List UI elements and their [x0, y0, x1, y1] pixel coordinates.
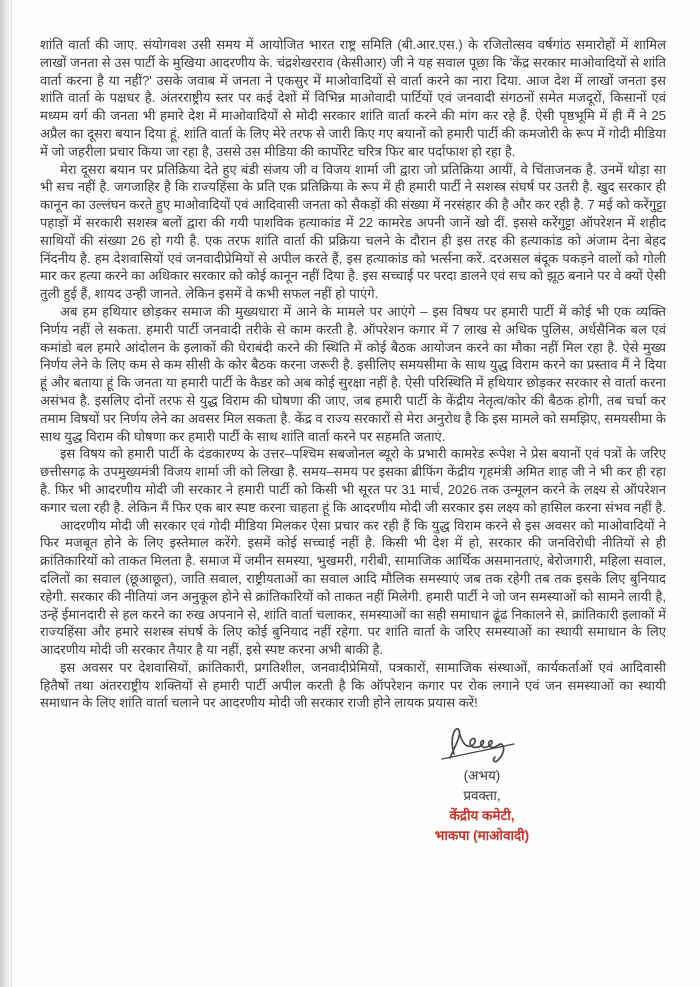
scan-edge-shadow — [0, 0, 12, 987]
signature-block — [372, 722, 592, 846]
signatory-org-committee: केंद्रीय कमेटी, — [449, 808, 515, 824]
paragraph: आदरणीय मोदी जी सरकार एवं गोदी मीडिया मिलकर ऐसा प्रचार कर रही हैं कि युद्ध विराम करने से इस अवसर को माओवादियों ने फिर मजबूत होने के लिए इस्तेमाल करेंगे. इसमें कोई सच्चाई नहीं है. किसी भी देश में हो, सरकार की जनविरोधी नीतियों से ही क्रांतिकारियों को ताकत मिलता है. समाज में जमीन समस्या, भुखमरी, गरीबी, सामाजिक आर्थिक असमानताएं, बेरोजगारी, महिला सवाल, दलितों का सवाल (छूआछूत), जाति सवाल, राष्ट्रीयताओं का सवाल आदि मौलिक समस्याएं जब तक रहेगी तब तक इसके लिए बुनियाद रहेगी. सरकार की नीतियां जन अनुकूल होने से क्रांतिकारियों को ताकत नहीं मिलेगी. हमारी पार्टी ने जो जन समस्याओं को सामने लायी है, उन्हें ईमानदारी से हल करने का रुख अपनाने से, शांति वार्ता चलाकर, समस्याओं का सही समाधान ढूंढ निकालने से, क्रांतिकारी इलाकों में राज्यहिंसा और हमारे सशस्त्र संघर्ष के लिए कोई बुनियाद नहीं रहेगा. पर शांति वार्ता के जरिए समस्याओं का स्थायी समाधान के लिए आदरणीय मोदी जी सरकार तैयार है या नहीं, इसे स्पष्ट करना अभी बाकी है. — [40, 517, 666, 658]
handwritten-signature-abhay — [436, 722, 528, 764]
signatory-role: प्रवक्ता, — [463, 788, 501, 804]
paragraph: अब हम हथियार छोड़कर समाज की मुख्यधारा में आने के मामले पर आएंगे – इस विषय पर हमारी पार्टी में कोई भी एक व्यक्ति निर्णय नहीं ले सकता. हमारी पार्टी जनवादी तरीके से काम करती है. ऑपरेशन कगार में 7 लाख से अधिक पुलिस, अर्धसैनिक बल एवं कमांडो बल हमारे आंदोलन के इलाकों की घेराबंदी करने की स्थिति में कोई बैठक आयोजन करने का मौका नहीं मिल रहा है. ऐसे मुख्य निर्णय लेने के लिए कम से कम सीसी के कोर बैठक करना जरूरी है. इसीलिए समयसीमा के साथ युद्ध विराम करने का प्रस्ताव मैं ने दिया हूं और बताया हूं कि जनता या हमारी पार्टी के कैडर को अब कोई सुरक्षा नहीं है. ऐसी परिस्थिति में हथियार छोड़कर सरकार से वार्ता करना असंभव है. इसलिए दोनों तरफ से युद्ध विराम की घोषणा की जाए, जब हमारी पार्टी के केंद्रीय नेतृत्व/कोर की बैठक होगी, तब चर्चा कर तमाम विषयों पर निर्णय लेने का अवसर मिल सकता है. केंद्र व राज्य सरकारों से मेरा अनुरोध है कि इस मामले को समझिए, समयसीमा के साथ युद्ध विराम की घोषणा कर हमारी पार्टी के साथ शांति वार्ता करने पर सहमति जताएं. — [40, 303, 666, 444]
signatory-org-party: भाकपा (माओवादी) — [434, 828, 530, 844]
paragraph: मेरा दूसरा बयान पर प्रतिक्रिया देते हुए बंडी संजय जी व विजय शार्मा जी द्वारा जो प्रतिक्रिया आयीं, वे चिंताजनक है. उनमें थोड़ा सा भी सच नहीं है. जगजाहिर है कि राज्यहिंसा के प्रति एक प्रतिक्रिया के रूप में ही हमारी पार्टी ने सशस्त्र संघर्ष पर उतरी है. खुद सरकार ही कानून का उल्लंघन करते हुए माओवादियों एवं आदिवासी जनता को सैकड़ों की संख्या में नरसंहार की है और कर रही है. 7 मई को करेंगुट्टा पहाड़ों में सरकारी सशस्त्र बलों द्वारा की गयी पाशविक हत्याकांड में 22 कामरेड अपनी जानें खो दीं. इससे करेंगुट्टा ऑपरेशन में शहीद साथियों की संख्या 26 हो गयी है. एक तरफ शांति वार्ता की प्रक्रिया चलने के दौरान ही इस तरह की हत्याकांड को अंजाम देना बेहद निंदनीय है. हम देशवासियों एवं जनवादीप्रेमियों से अपील करते हैं, इस हत्याकांड को भर्त्सना करें. दरअसल बंदूक पकड़ने वालों को गोली मार कर हत्या करने का अधिकार सरकार को कोई कानून नहीं दिया है. इस सच्चाई पर परदा डालने एवं सच को झूठ बनाने पर वे क्यों ऐसी तुली हुई हैं, शायद उन्ही जानते. लेकिन इसमें वे कभी सफल नहीं हो पाएंगे. — [40, 161, 666, 302]
signatory-name: (अभय) — [463, 768, 501, 784]
statement-body — [40, 36, 666, 846]
paragraph: शांति वार्ता की जाए. संयोगवश उसी समय में आयोजित भारत राष्ट्र समिति (बी.आर.एस.) के रजितोत्सव वर्षगांठ समारोहों में शामिल लाखों जनता से उस पार्टी के मुखिया आदरणीय के. चंद्रशेखरराव (केसीआर) जी ने यह सवाल पूछा कि 'केंद्र सरकार माओवादियों से शांति वार्ता करना है या नहीं?' उसके जवाब में जनता ने एकसुर में माओवादियों से वार्ता करने का नारा दिया. आज देश में लाखों जनता इस शांति वार्ता के पक्षधर है. अंतरराष्ट्रीय स्तर पर कई देशों में विभिन्न माओवादी पार्टियों एवं जनवादी संगठनों समेत मजदूरों, किसानों एवं मध्यम वर्ग की जनता भी हमारे देश में माओवादियों से मोदी सरकार शांति वार्ता करने की मांग कर रहे हैं. ऐसी पृष्ठभूमि में ही मैं ने 25 अप्रैल का दूसरा बयान दिया हूं. शांति वार्ता के लिए मेरे तरफ से जारी किए गए बयानों को हमारी पार्टी की कमजोरी के रूप में गोदी मीडिया में जो जहरीला प्रचार किया जा रहा है, उससे उस मीडिया की कार्पोरेट चरित्र फिर बार पर्दाफाश हो रहा है. — [40, 37, 666, 159]
paragraph: इस अवसर पर देशवासियों, क्रांतिकारी, प्रगतिशील, जनवादीप्रेमियों, पत्रकारों, सामाजिक संस्थाओं, कार्यकर्ताओं एवं आदिवासी हितैषों तथा अंतरराष्ट्रीय शक्तियों से हमारी पार्टी अपील करती है कि ऑपरेशन कगार पर रोक लगाने एवं जन समस्याओं का स्थायी समाधान के लिए शांति वार्ता चलाने पर आदरणीय मोदी जी सरकार राजी होने लायक प्रयास करें! — [40, 659, 666, 711]
paragraph: इस विषय को हमारी पार्टी के दंडकारण्य के उत्तर–पश्चिम सबजोनल ब्यूरो के प्रभारी कामरेड रूपेश ने प्रेस बयानों एवं पत्रों के जरिए छत्तीसगढ़ के उपमुख्यमंत्री विजय शार्मा जी को लिखा है. समय–समय पर इसका ब्रीफिंग केंद्रीय गृहमंत्री अमित शाह जी ने भी कर ही रहा है. फिर भी आदरणीय मोदी जी सरकार ने हमारी पार्टी को किसी भी सूरत पर 31 मार्च, 2026 तक उन्मूलन करने के लक्ष्य से ऑपरेशन कगार चला रही है. लेकिन मैं फिर एक बार स्पष्ट करना चाहता हूं कि आदरणीय मोदी जी सरकार इस लक्ष्य को हासिल करना संभव नहीं है. — [40, 446, 666, 515]
